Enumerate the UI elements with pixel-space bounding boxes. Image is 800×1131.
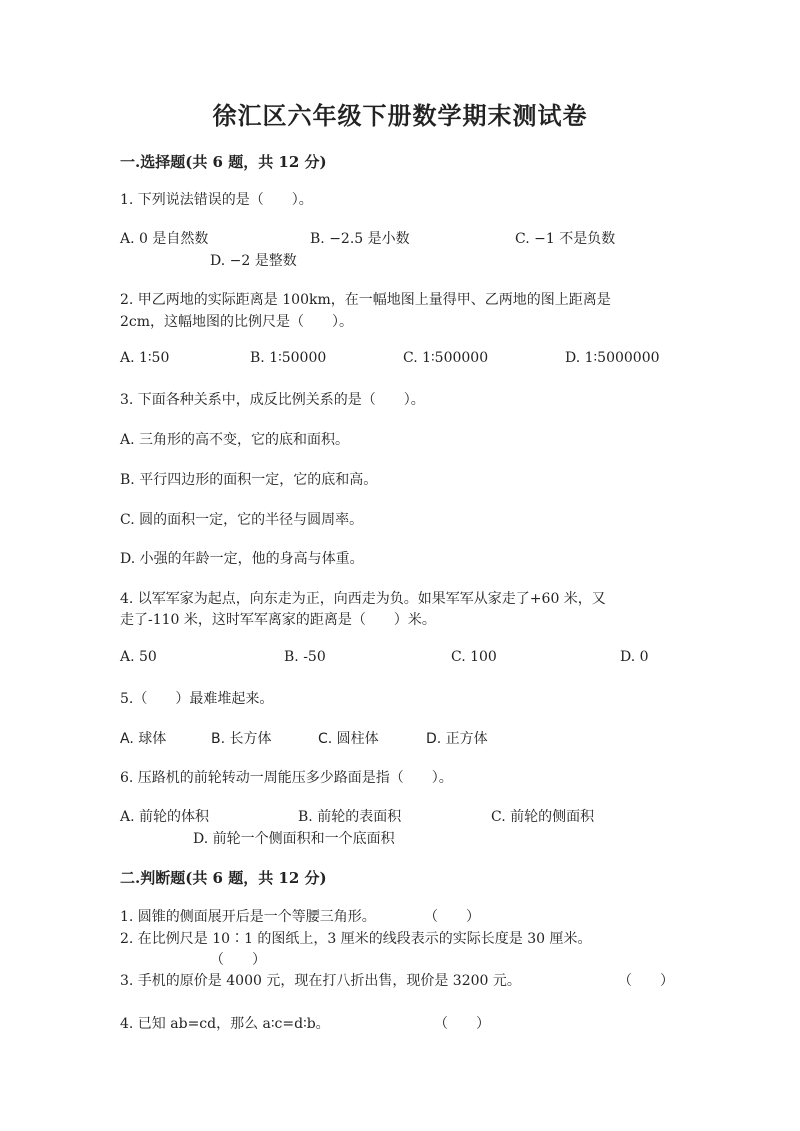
question-4-option-a: A. 50 — [120, 649, 157, 665]
judgement-4-blank: （ ） — [434, 1016, 490, 1032]
question-3-option-d: D. 小强的年龄一定，他的身高与体重。 — [120, 551, 364, 567]
judgement-2-text: 2. 在比例尺是 10∶1 的图纸上，3 厘米的线段表示的实际长度是 30 厘米。 — [120, 931, 592, 947]
question-4-option-c: C. 100 — [451, 649, 497, 665]
question-4-stem-line1: 4. 以军军家为起点，向东走为正，向西走为负。如果军军从家走了+60 米，又 — [120, 591, 606, 607]
question-1-option-a: A. 0 是自然数 — [120, 231, 209, 247]
question-3-option-b: B. 平行四边形的面积一定，它的底和高。 — [120, 472, 378, 488]
judgement-3-text: 3. 手机的原价是 4000 元，现在打八折出售，现价是 3200 元。 — [120, 973, 521, 989]
question-3-stem: 3. 下面各种关系中，成反比例关系的是（ ）。 — [120, 392, 425, 408]
question-6-option-b: B. 前轮的表面积 — [298, 809, 402, 825]
question-5-option-c: C. 圆柱体 — [318, 731, 379, 747]
question-2-stem-line2: 2cm，这幅地图的比例尺是（ ）。 — [120, 314, 354, 330]
question-6-stem: 6. 压路机的前轮转动一周能压多少路面是指（ ）。 — [120, 770, 453, 786]
judgement-1-text: 1. 圆锥的侧面展开后是一个等腰三角形。 — [120, 909, 376, 925]
question-2-option-c: C. 1∶500000 — [403, 350, 489, 366]
question-1-stem: 1. 下列说法错误的是（ ）。 — [120, 192, 313, 208]
section-heading-choice: 一.选择题(共 6 题，共 12 分) — [120, 153, 327, 171]
question-5-option-b: B. 长方体 — [211, 731, 272, 747]
question-2-stem-line1: 2. 甲乙两地的实际距离是 100km，在一幅地图上量得甲、乙两地的图上距离是 — [120, 292, 611, 308]
question-5-option-d: D. 正方体 — [426, 731, 488, 747]
question-3-option-c: C. 圆的面积一定，它的半径与圆周率。 — [120, 512, 364, 528]
question-4-option-b: B. -50 — [284, 649, 326, 665]
question-5-option-a: A. 球体 — [120, 731, 167, 747]
judgement-1-blank: （ ） — [424, 909, 480, 925]
section-heading-judgement: 二.判断题(共 6 题，共 12 分) — [120, 869, 327, 887]
judgement-3-blank: （ ） — [618, 973, 674, 989]
question-6-option-d: D. 前轮一个侧面积和一个底面积 — [193, 831, 395, 847]
judgement-2-blank: （ ） — [210, 952, 266, 968]
question-2-option-d: D. 1∶5000000 — [565, 350, 660, 366]
question-5-stem: 5.（ ）最难堆起来。 — [120, 691, 274, 707]
question-1-option-c: C. −1 不是负数 — [515, 231, 616, 247]
question-3-option-a: A. 三角形的高不变，它的底和面积。 — [120, 432, 350, 448]
question-2-option-b: B. 1∶50000 — [250, 350, 327, 366]
question-4-stem-line2: 走了-110 米，这时军军离家的距离是（ ）米。 — [120, 612, 436, 628]
question-1-option-b: B. −2.5 是小数 — [310, 231, 410, 247]
page-title: 徐汇区六年级下册数学期末测试卷 — [212, 101, 588, 130]
question-6-option-a: A. 前轮的体积 — [120, 809, 210, 825]
question-2-option-a: A. 1∶50 — [120, 350, 170, 366]
question-6-option-c: C. 前轮的侧面积 — [491, 809, 595, 825]
question-1-option-d: D. −2 是整数 — [210, 253, 297, 269]
judgement-4-text: 4. 已知 ab=cd，那么 a∶c=d∶b。 — [120, 1016, 330, 1032]
question-4-option-d: D. 0 — [620, 649, 649, 665]
